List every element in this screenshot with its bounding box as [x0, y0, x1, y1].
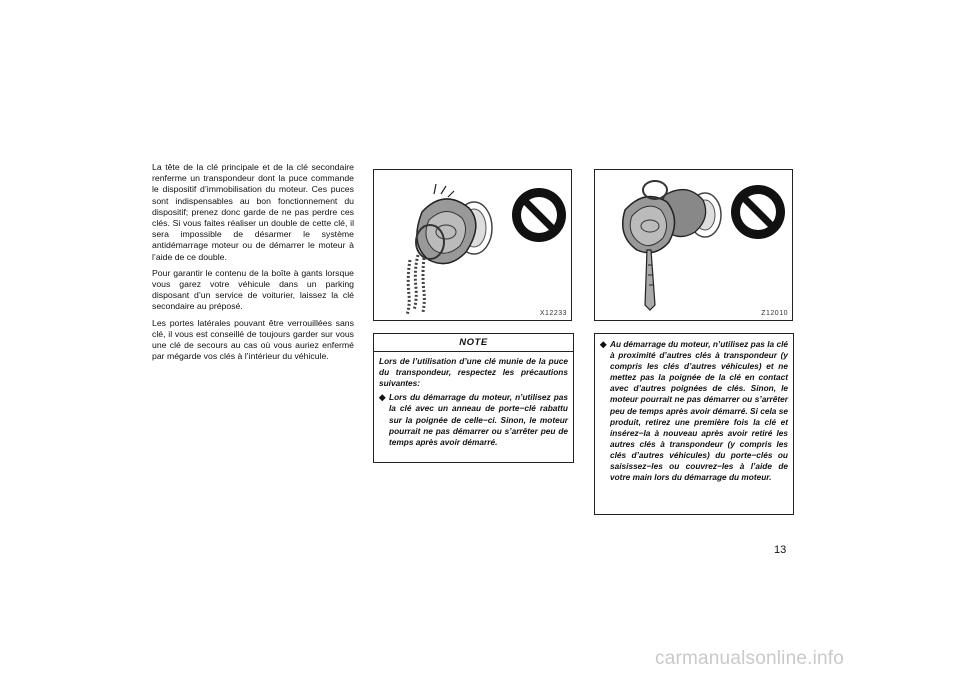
figure-multiple-keys	[594, 169, 793, 321]
note-box-continued	[594, 333, 794, 515]
figure-code: Z12010	[761, 310, 788, 317]
note-box	[373, 333, 574, 463]
note-intro: Lors de l’utilisation d’une clé munie de la puce du transpondeur, respectez les précautions suivantes:	[379, 356, 568, 389]
note-heading: NOTE	[374, 334, 573, 352]
paragraph-spare-key: Les portes latérales pouvant être verrouillées sans clé, il vous est conseillé de toujours garder sur vous une clé de secours au cas où vous auriez enfermé par mégarde vos clés à l’intérieur du véhicule.	[152, 317, 354, 362]
paragraph-glovebox: Pour garantir le contenu de la boîte à gants lorsque vous garez votre véhicule dans un parking disposant d’un service de voiturier, laissez la clé secondaire au préposé.	[152, 267, 354, 312]
key-with-ring-illustration	[374, 170, 571, 320]
diamond-bullet-icon: ◆	[600, 339, 607, 349]
note-bullet	[379, 392, 568, 447]
note-bullet	[600, 339, 788, 483]
figure-key-ring	[373, 169, 572, 321]
diamond-bullet-icon: ◆	[379, 392, 386, 403]
watermark: carmanualsonline.info	[655, 648, 845, 669]
paragraph-transponder: La tête de la clé principale et de la clé secondaire renferme un transpondeur dont la puce commande le dispositif d’immobilisation du moteur. Ces puces sont indispensables au bon fonctionnement du dispositif; prenez donc garde de ne pas perdre ces clés. Si vous faites réaliser un double de cette clé, il sera impossible de désarmer le système antidémarrage moteur ou de démarrer le moteur à l’aide de ce double.	[152, 162, 354, 262]
note-bullet-text: Lors du démarrage du moteur, n’utilisez pas la clé avec un anneau de porte−clé rabattu sur la poignée de celle−ci. Sinon, le moteur pourrait ne pas démarrer ou s’arrêter peu de temps après avoir démarré.	[389, 392, 568, 447]
page-number: 13	[774, 544, 787, 556]
note-body	[595, 334, 793, 483]
body-text-column	[152, 162, 354, 367]
note-body	[374, 352, 573, 448]
note-bullet-text: Au démarrage du moteur, n’utilisez pas la clé à proximité d’autres clés à transpondeur (y compris les clés d’autres véhicules) et ne mettez pas la poignée de la clé en contact avec d’autres poignées de clés. Sinon, le moteur pourrait ne pas démarrer ou s’arrêter peu de temps après avoir démarré. Si cela se produit, retirez une première fois la clé et insérez−la à nouveau après avoir retiré les autres clés à transpondeur (y compris les clés d’autres véhicules) du porte−clés ou saisissez−les ou couvrez−les à l’aide de votre main lors du démarrage du moteur.	[610, 339, 788, 483]
key-near-other-key-illustration	[595, 170, 792, 320]
figure-code: X12233	[539, 310, 567, 317]
